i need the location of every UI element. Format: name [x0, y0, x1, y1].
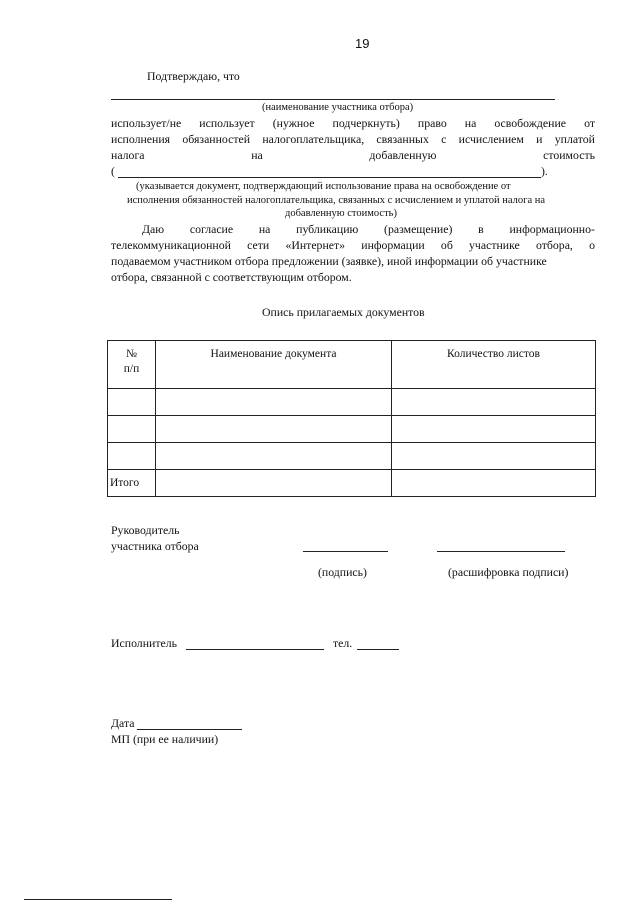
- signature-line[interactable]: [303, 551, 388, 552]
- consent-word: «Интернет»: [285, 238, 346, 252]
- duties-word: обязанностей: [182, 132, 251, 146]
- consent-word: в: [478, 222, 484, 236]
- consent-word: участнике: [469, 238, 520, 252]
- executor-name-line[interactable]: [186, 649, 324, 650]
- row-sheets-cell[interactable]: [392, 443, 596, 470]
- date-line[interactable]: [137, 729, 242, 730]
- uses-word: использует: [199, 116, 255, 130]
- inventory-title: Опись прилагаемых документов: [262, 305, 425, 319]
- document-name-line[interactable]: [118, 177, 541, 178]
- consent-word: о: [589, 238, 595, 252]
- duties-word: уплатой: [554, 132, 595, 146]
- tax-word: стоимость: [543, 148, 595, 162]
- decode-caption: (расшифровка подписи): [448, 565, 569, 579]
- row-sheets-cell[interactable]: [392, 389, 596, 416]
- uses-word: (нужное: [272, 116, 315, 130]
- executor-label: Исполнитель: [111, 636, 177, 650]
- decode-line[interactable]: [437, 551, 565, 552]
- table-row: [108, 443, 596, 470]
- total-name-cell[interactable]: [156, 470, 392, 497]
- duties-word: налогоплательщика,: [262, 132, 365, 146]
- uses-word: использует/не: [111, 116, 182, 130]
- doc-caption-1: (указывается документ, подтверждающий использование права на освобождение от: [136, 181, 511, 192]
- header-document-name: Наименование документа: [156, 341, 392, 389]
- total-sheets-cell[interactable]: [392, 470, 596, 497]
- consent-word: сети: [247, 238, 270, 252]
- consent-word: согласие: [189, 222, 234, 236]
- row-number-cell[interactable]: [108, 443, 156, 470]
- consent-line-1: [142, 222, 595, 237]
- row-number-cell[interactable]: [108, 389, 156, 416]
- consent-word: (размещение): [384, 222, 453, 236]
- consent-word: публикацию: [296, 222, 359, 236]
- row-sheets-cell[interactable]: [392, 416, 596, 443]
- participant-name-line[interactable]: [111, 99, 555, 100]
- duties-line: [111, 132, 595, 147]
- confirm-intro: Подтверждаю, что: [147, 69, 240, 83]
- table-row: [108, 416, 596, 443]
- tax-line: [111, 148, 595, 163]
- duties-word: исполнения: [111, 132, 171, 146]
- doc-close-paren: ).: [541, 164, 548, 178]
- inventory-table: [107, 340, 596, 497]
- duties-word: исчислением: [458, 132, 524, 146]
- consent-line-4: отбора, связанной с соответствующим отбором.: [111, 270, 352, 284]
- consent-line-2: [111, 238, 595, 253]
- header-sheet-count: Количество листов: [392, 341, 596, 389]
- doc-open-paren: (: [111, 164, 115, 178]
- doc-caption-3: добавленную стоимость): [285, 208, 397, 219]
- total-row: [108, 470, 596, 497]
- duties-word: с: [441, 132, 447, 146]
- uses-word: право: [417, 116, 447, 130]
- row-name-cell[interactable]: [156, 416, 392, 443]
- tax-word: добавленную: [369, 148, 437, 162]
- consent-word: об: [440, 238, 453, 252]
- footnote-separator: [24, 899, 172, 900]
- row-name-cell[interactable]: [156, 389, 392, 416]
- consent-word: Даю: [142, 222, 165, 236]
- total-label: Итого: [108, 470, 156, 497]
- uses-word: от: [584, 116, 595, 130]
- stamp-label: МП (при ее наличии): [111, 732, 219, 746]
- header-number: [108, 341, 156, 389]
- doc-caption-2: исполнения обязанностей налогоплательщика, связанных с исчислением и уплатой налога на: [127, 195, 546, 206]
- uses-line: [111, 116, 595, 131]
- phone-label: тел.: [333, 636, 353, 650]
- consent-word: отбора,: [536, 238, 573, 252]
- consent-line-3: подаваемом участником отбора предложении (заявке), иной информации об участнике: [111, 254, 547, 268]
- header-number-abbr: п/п: [123, 363, 140, 375]
- consent-word: телекоммуникационной: [111, 238, 231, 252]
- date-label: Дата: [111, 716, 135, 730]
- consent-word: информационно-: [509, 222, 595, 236]
- header-number-sign: №: [126, 348, 137, 360]
- consent-word: на: [258, 222, 271, 236]
- head-title-1: Руководитель: [111, 523, 180, 537]
- table-header-row: [108, 341, 596, 389]
- duties-word: связанных: [376, 132, 429, 146]
- row-number-cell[interactable]: [108, 416, 156, 443]
- signature-caption: (подпись): [318, 565, 367, 579]
- duties-word: и: [536, 132, 543, 146]
- tax-word: на: [251, 148, 263, 162]
- uses-word: освобождение: [494, 116, 567, 130]
- uses-word: на: [464, 116, 477, 130]
- table-row: [108, 389, 596, 416]
- head-title-2: участника отбора: [111, 539, 199, 553]
- phone-line[interactable]: [357, 649, 399, 650]
- consent-word: информации: [361, 238, 425, 252]
- uses-word: подчеркнуть): [332, 116, 400, 130]
- participant-caption: (наименование участника отбора): [262, 102, 414, 113]
- page-number: 19: [355, 36, 370, 51]
- tax-word: налога: [111, 148, 145, 162]
- row-name-cell[interactable]: [156, 443, 392, 470]
